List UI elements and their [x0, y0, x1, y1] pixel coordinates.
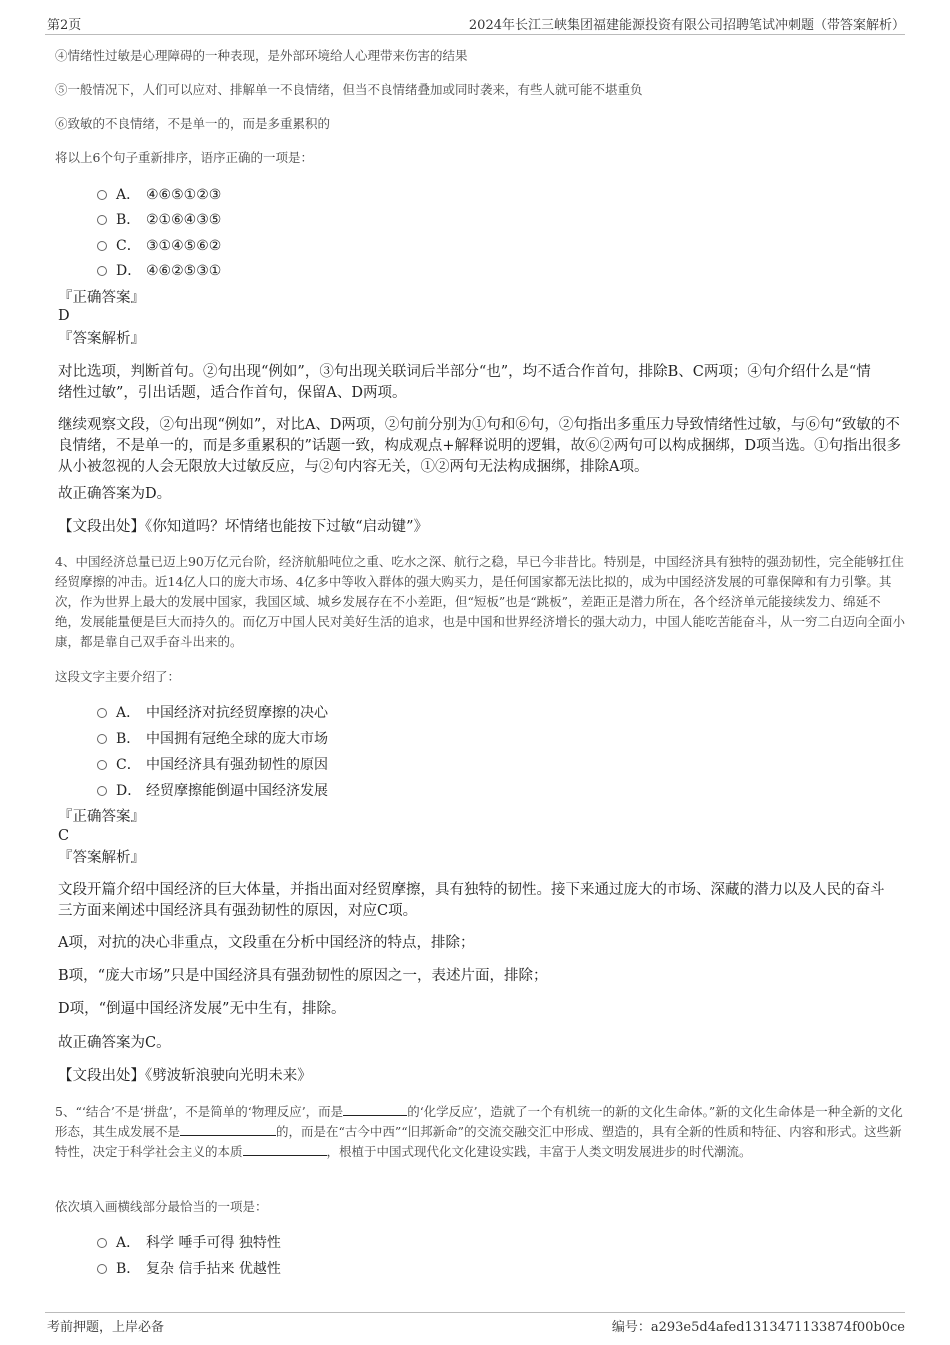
- option-a[interactable]: A． 科学 唾手可得 独特性: [97, 1232, 281, 1252]
- page-number: 第2页: [47, 18, 82, 33]
- question-prompt: 这段文字主要介绍了：: [55, 669, 181, 684]
- option-b[interactable]: B． 中国拥有冠绝全球的庞大市场: [97, 728, 328, 748]
- question-prompt: 将以上6个句子重新排序，语序正确的一项是：: [55, 150, 313, 165]
- page-footer: [45, 1312, 905, 1337]
- radio-button[interactable]: [97, 241, 107, 251]
- radio-button[interactable]: [97, 215, 107, 225]
- analysis-paragraph: B项，“庞大市场”只是中国经济具有强劲韧性的原因之一，表述片面，排除；: [58, 968, 548, 984]
- analysis-conclusion: 故正确答案为C。: [58, 1035, 171, 1051]
- radio-button[interactable]: [97, 190, 107, 200]
- analysis-paragraph: 对比选项，判断首句。②句出现“例如”，③句出现关联词后半部分“也”，均不适合作首句，排除B、C两项；④句介绍什么是“情绪性过敏”，引出话题，适合作首句，保留A、D两项。: [58, 364, 871, 401]
- fill-blank-3: [243, 1143, 327, 1156]
- analysis-paragraph: D项，“倒逼中国经济发展”无中生有，排除。: [58, 1001, 346, 1017]
- document-id: 编号：a293e5d4afed1313471133874f00b0ce: [611, 1320, 905, 1335]
- analysis-paragraph: 继续观察文段，②句出现“例如”，对比A、D两项，②句前分别为①句和⑥句，②句指出多重压力导致情绪性过敏，与⑥句“致敏的不良情绪，不是单一的，而是多重累积的”话题一致，构成观点+解释说明的逻辑，故⑥②两句可以构成捆绑，D项当选。①句指出很多从小被忽视的人会无限放大过敏反应，与②句内容无关，①②两句无法构成捆绑，排除A项。: [58, 417, 902, 475]
- option-d[interactable]: D． 经贸摩擦能倒逼中国经济发展: [97, 780, 328, 800]
- option-b[interactable]: B． 复杂 信手拈来 优越性: [97, 1258, 281, 1278]
- correct-answer-label: 『正确答案』: [58, 809, 145, 825]
- option-b[interactable]: B． ②①⑥④③⑤: [97, 209, 221, 229]
- question-stem: 4、中国经济总量已迈上90万亿元台阶，经济航船吨位之重、吃水之深、航行之稳，早已今非昔比。特别是，中国经济具有独特的强劲韧性，完全能够扛住经贸摩擦的冲击。近14亿人口的庞大市场、4亿多中等收入群体的强大购买力，是任何国家都无法比拟的，成为中国经济发展的可靠保障和有力引擎。其次，作为世界上最大的发展中国家，我国区域、城乡发展存在不小差距，但“短板”也是“跳板”，差距正是潜力所在，各个经济单元能接续发力、绵延不绝，发展能量便是巨大而持久的。而亿万中国人民对美好生活的追求，也是中国和世界经济增长的强大动力，中国人能吃苦能奋斗，从一穷二白迈向全面小康，都是靠自己双手奋斗出来的。: [55, 554, 906, 649]
- fill-blank-1: [343, 1103, 407, 1116]
- option-c[interactable]: C． ③①④⑤⑥②: [97, 235, 221, 255]
- question-prompt: 依次填入画横线部分最恰当的一项是：: [55, 1199, 268, 1214]
- question-stem: 5、“‘结合’不是‘拼盘’，不是简单的‘物理反应’，而是 的‘化学反应’，造就了一个有机统一的新的文化生命体。”新的文化生命体是一种全新的文化形态，其生成发展不是 的，而是在“古今中西”“旧邦新命”的交流交融交汇中形成、塑造的，具有全新的性质和特征、内容和形式。这些新特性，决定于科学社会主义的本质 ，根植于中国式现代化文化建设实践，丰富于人类文明发展进步的时代潮流。: [55, 1104, 903, 1159]
- radio-button[interactable]: [97, 708, 107, 718]
- sentence-6: ⑥致敏的不良情绪，不是单一的，而是多重累积的: [55, 116, 331, 131]
- page-header: [45, 14, 905, 35]
- document-title: 2024年长江三峡集团福建能源投资有限公司招聘笔试冲刺题（带答案解析）: [468, 18, 905, 33]
- correct-answer: C: [58, 828, 70, 844]
- option-a[interactable]: A． ④⑥⑤①②③: [97, 184, 221, 204]
- radio-button[interactable]: [97, 266, 107, 276]
- sentence-4: ④情绪性过敏是心理障碍的一种表现，是外部环境给人心理带来伤害的结果: [55, 48, 468, 63]
- correct-answer-label: 『正确答案』: [58, 290, 145, 306]
- footer-slogan: 考前押题，上岸必备: [47, 1320, 165, 1335]
- radio-button[interactable]: [97, 760, 107, 770]
- source-citation: 【文段出处】《你知道吗？坏情绪也能按下过敏“启动键”》: [58, 519, 429, 535]
- radio-button[interactable]: [97, 734, 107, 744]
- source-citation: 【文段出处】《劈波斩浪驶向光明未来》: [58, 1068, 312, 1084]
- analysis-label: 『答案解析』: [58, 331, 145, 347]
- fill-blank-2: [180, 1123, 276, 1136]
- option-c[interactable]: C． 中国经济具有强劲韧性的原因: [97, 754, 328, 774]
- option-d[interactable]: D． ④⑥②⑤③①: [97, 260, 221, 280]
- analysis-paragraph: 文段开篇介绍中国经济的巨大体量，并指出面对经贸摩擦，具有独特的韧性。接下来通过庞大的市场、深藏的潜力以及人民的奋斗三方面来阐述中国经济具有强劲韧性的原因，对应C项。: [58, 882, 885, 919]
- analysis-conclusion: 故正确答案为D。: [58, 486, 172, 502]
- radio-button[interactable]: [97, 1238, 107, 1248]
- radio-button[interactable]: [97, 786, 107, 796]
- analysis-label: 『答案解析』: [58, 850, 145, 866]
- radio-button[interactable]: [97, 1264, 107, 1274]
- sentence-5: ⑤一般情况下，人们可以应对、排解单一不良情绪，但当不良情绪叠加或同时袭来，有些人就可能不堪重负: [55, 82, 643, 97]
- option-a[interactable]: A． 中国经济对抗经贸摩擦的决心: [97, 702, 328, 722]
- analysis-paragraph: A项，对抗的决心非重点，文段重在分析中国经济的特点，排除；: [58, 935, 475, 951]
- correct-answer: D: [58, 308, 70, 324]
